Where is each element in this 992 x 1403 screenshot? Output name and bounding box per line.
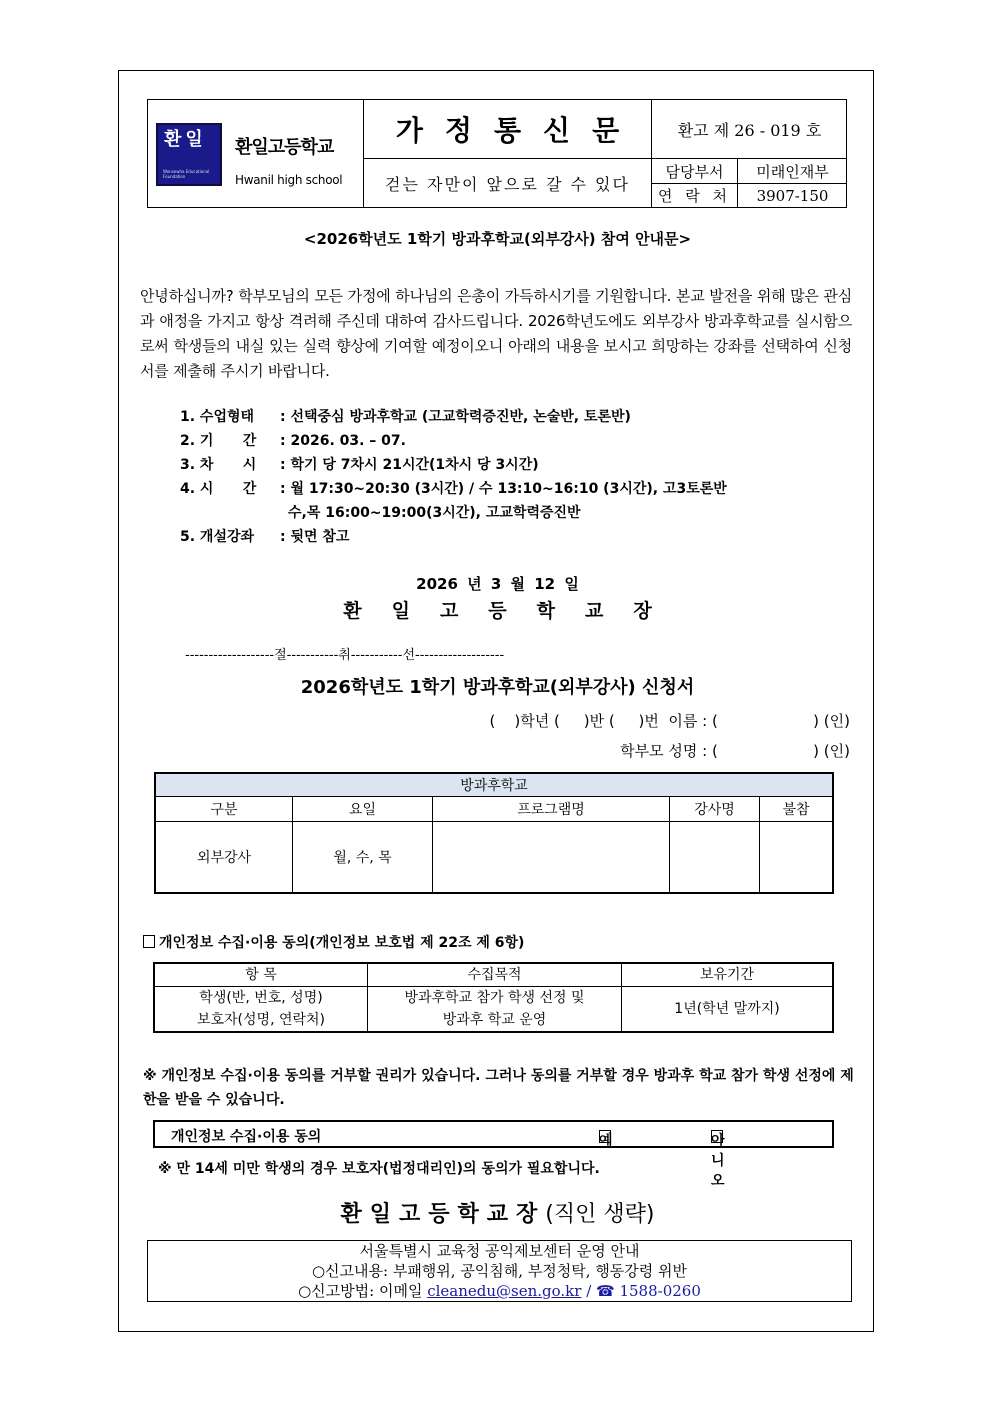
- consent-refusal-note: ※ 개인정보 수집·이용 동의를 거부할 권리가 있습니다. 그러나 동의를 거부할 경우 방과후 학교 참가 학생 선정에 제한을 받을 수 있습니다.: [143, 1068, 854, 1108]
- letterhead-table: [147, 99, 847, 208]
- notice-item: [180, 454, 539, 474]
- table-header-row: [155, 797, 833, 822]
- no-label: 아니오: [711, 1133, 725, 1189]
- item-value: 수,목 16:00~19:00(3시간), 고교학력증진반: [288, 505, 581, 521]
- report-method-prefix: ○신고방법: 이메일: [298, 1282, 428, 1300]
- item-value: : 학기 당 7차시 21시간(1차시 당 3시간): [280, 457, 539, 473]
- absence-cell[interactable]: [760, 822, 834, 894]
- item-label: 1. 수업형태: [180, 409, 255, 425]
- table-row: [155, 822, 833, 894]
- item-value: : 2026. 03. – 07.: [280, 433, 406, 449]
- purpose-line: 방과후 학교 운영: [442, 1012, 547, 1028]
- school-name-english: Hwanil high school: [235, 173, 343, 187]
- principal-footer: [135, 1197, 860, 1228]
- notice-date: 2026 년 3 월 12 일: [416, 575, 579, 593]
- retention-cell: 1년(학년 말까지): [622, 987, 834, 1033]
- items-line: 보호자(성명, 연락처): [196, 1012, 326, 1028]
- dept-label: 담당부서: [665, 162, 724, 181]
- item-value: : 월 17:30~20:30 (3시간) / 수 13:10~16:10 (3시간), 고3토론반: [280, 481, 727, 497]
- item-value: : 뒷면 참고: [280, 529, 350, 545]
- principal-signature: 환일고등학교장: [343, 600, 682, 622]
- items-cell: [154, 987, 368, 1033]
- table-row: [154, 987, 833, 1033]
- school-logo: [156, 123, 222, 186]
- separator: /: [581, 1282, 597, 1300]
- report-title: 서울특별시 교육청 공익제보센터 운영 안내: [359, 1242, 640, 1260]
- principal-name: 환일고등학교장: [340, 1202, 546, 1227]
- notice-title: <2026학년도 1학기 방과후학교(외부강사) 참여 안내문>: [303, 230, 692, 248]
- item-label: 3. 차 시: [180, 457, 257, 473]
- logo-text: 환일: [164, 129, 207, 150]
- item-value: : 선택중심 방과후학교 (고교학력증진반, 논술반, 토론반): [280, 409, 631, 425]
- column-header: 불참: [760, 797, 834, 822]
- purpose-line: 방과후학교 참가 학생 선정 및: [404, 990, 585, 1006]
- column-header: 보유기간: [622, 963, 834, 987]
- purpose-cell: [368, 987, 622, 1033]
- guardian-consent-note: ※ 만 14세 미만 학생의 경우 보호자(법정대리인)의 동의가 필요합니다.: [158, 1161, 600, 1177]
- yes-label: 예: [599, 1133, 613, 1149]
- column-header: 강사명: [670, 797, 760, 822]
- consent-heading-text: 개인정보 수집·이용 동의(개인정보 보호법 제 22조 제 6항): [159, 935, 525, 951]
- column-header: 항 목: [154, 963, 368, 987]
- seal-note: (직인 생략): [545, 1202, 655, 1227]
- program-name-cell[interactable]: [433, 822, 670, 894]
- report-content: ○신고내용: 부패행위, 공익침해, 부정청탁, 행동강령 위반: [311, 1262, 688, 1280]
- table-header-row: [154, 963, 833, 987]
- column-header: 구분: [155, 797, 293, 822]
- report-method: [148, 1281, 851, 1301]
- cut-line: -------------------절-----------취-----------선-------------------: [185, 648, 505, 663]
- report-phone: 1588-0260: [614, 1282, 701, 1300]
- phone-icon: ☎: [596, 1282, 615, 1300]
- column-header: 수집목적: [368, 963, 622, 987]
- program-table: [154, 772, 834, 894]
- column-header: 프로그램명: [433, 797, 670, 822]
- whistleblower-notice: [147, 1240, 852, 1302]
- school-name-korean: 환일고등학교: [235, 137, 334, 158]
- contact-label: 연 락 처: [657, 187, 731, 205]
- notice-body: 안녕하십니까? 학부모님의 모든 가정에 하나님의 은총이 가득하시기를 기원합니다. 본교 발전을 위해 많은 관심과 애정을 가지고 항상 격려해 주신데 대하여 감사드립니다. 2026학년도에도 외부강사 방과후학교를 실시함으로써 학생들의 내실 있는 실력 향상에 기여할 예정이오니 아래의 내용을 보시고 희망하는 강좌를 선택하여 신청서를 제출해 주시기 바랍니다.: [140, 287, 852, 380]
- category-cell: 외부강사: [155, 822, 293, 894]
- items-line: 학생(반, 번호, 성명): [199, 990, 323, 1006]
- column-header: 요일: [293, 797, 433, 822]
- document-number: 환고 제 26 - 019 호: [677, 120, 822, 140]
- checkbox-icon: [143, 935, 155, 948]
- parent-name-line[interactable]: 학부모 성명 : ( ) (인): [620, 742, 850, 760]
- instructor-cell[interactable]: [670, 822, 760, 894]
- notice-item: [180, 430, 406, 450]
- table-caption: 방과후학교: [155, 773, 833, 797]
- notice-item: [180, 526, 349, 546]
- report-email-link[interactable]: cleanedu@sen.go.kr: [427, 1282, 582, 1300]
- application-title: 2026학년도 1학기 방과후학교(외부강사) 신청서: [300, 677, 695, 698]
- item-label: 4. 시 간: [180, 481, 257, 497]
- notice-item: [180, 478, 727, 498]
- logo-subtext: Wonsewha Educational Foundation: [163, 169, 210, 179]
- consent-table: [153, 962, 834, 1033]
- item-label: 2. 기 간: [180, 433, 257, 449]
- days-cell: 월, 수, 목: [293, 822, 433, 894]
- consent-heading: [143, 932, 524, 952]
- consent-agree-label: 개인정보 수집·이용 동의: [171, 1129, 322, 1145]
- notice-item: [288, 502, 581, 522]
- notice-item: [180, 406, 631, 426]
- document-title: 가정통신문: [395, 114, 642, 147]
- school-motto: 걷는 자만이 앞으로 갈 수 있다: [385, 175, 630, 194]
- student-info-line[interactable]: ( )학년 ( )반 ( )번 이름 : ( ) (인): [489, 712, 850, 730]
- contact-value: 3907-150: [756, 186, 829, 205]
- dept-value: 미래인재부: [756, 162, 829, 181]
- item-label: 5. 개설강좌: [180, 529, 255, 545]
